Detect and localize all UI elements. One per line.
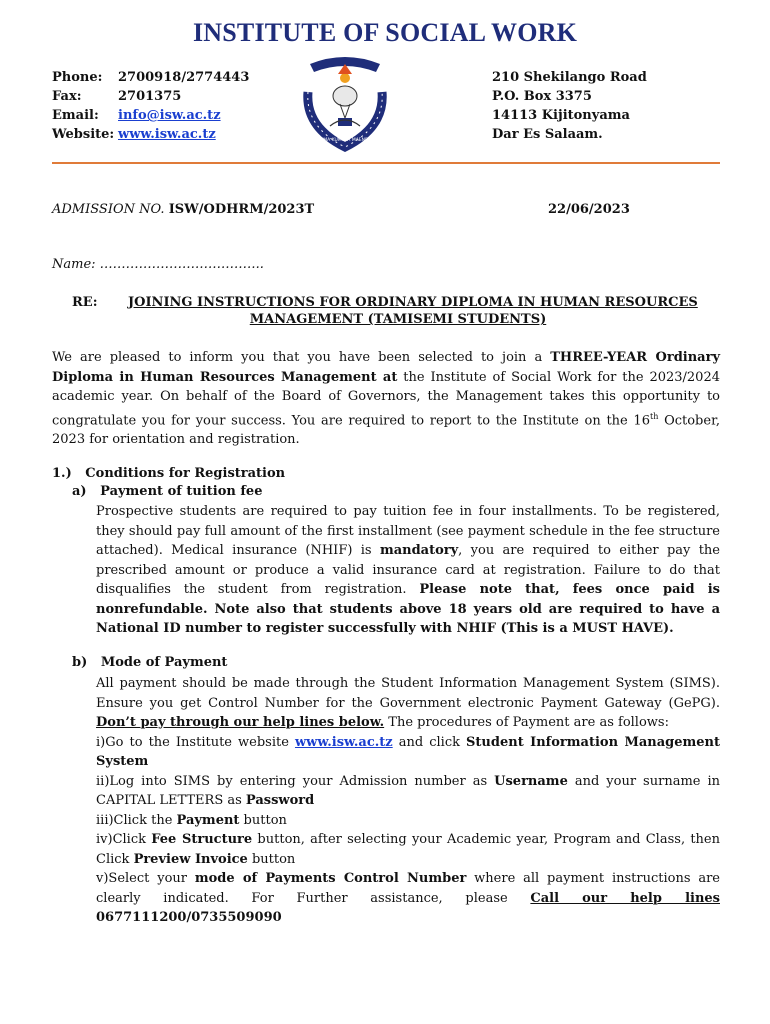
address-line: 210 Shekilango Road [492,70,647,85]
logo-motto: HUDUMA KUMUTA MAENDELEO [309,138,381,143]
step-text: v)Select your [96,871,195,886]
refund-note: Please note that, fees once paid is nonrefundable. Note also that students above 18 years old are required to have a National ID number to register successfully with NHIF (This is a MUST HAVE). [96,582,720,636]
step-text: iii)Click the [96,812,177,828]
step-text: iv)Click [96,832,152,847]
payment-instructions [96,674,720,928]
step-2 [96,772,720,811]
help-lines-text: Call our help lines [530,890,720,906]
subject-text-2: MANAGEMENT (TAMISEMI STUDENTS) [249,312,547,327]
tuition-text: , you are required to either pay the prescribed amount or produce a valid insurance card at registration. Failure to do that disqualifies the student from registration. [96,543,720,597]
step-bold: Password [245,793,315,808]
website-label: Website: [52,127,115,142]
payment-intro [96,674,720,733]
step-text: and your surname in CAPITAL LETTERS as [96,773,720,808]
fax-label: Fax: [52,89,82,104]
phone-value: 2700918/2774443 [118,70,250,85]
email-label: Email: [52,108,99,123]
mandatory-text: mandatory [379,543,459,558]
step-text: button [239,812,287,828]
phone-label: Phone: [52,70,103,85]
subsection-a-heading: a) Payment of tuition fee [72,484,263,499]
letter-date: 22/06/2023 [548,202,630,217]
payment-text: All payment should be made through the Student Information Management System (SIMS). Ensure you get Control Number for the Government electronic Payment Gateway (GePG). [96,676,720,711]
step-bold: Payment [176,812,240,828]
re-label: RE: [72,295,98,310]
tuition-paragraph [96,502,720,639]
institute-website-link[interactable]: www.isw.ac.tz [294,734,393,750]
intro-program: THREE-YEAR Ordinary Diploma in Human Resources Management at [52,350,720,385]
step-text: and click [392,734,467,750]
name-line: Name: ……………………………….. [52,257,264,272]
fax-value: 2701375 [118,89,182,104]
website-link[interactable]: www.isw.ac.tz [118,127,216,142]
admission-number [52,202,314,217]
contact-block [52,68,249,144]
address-line: 14113 Kijitonyama [492,108,630,123]
step-5 [96,869,720,928]
admission-label: ADMISSION NO. [52,202,165,217]
step-4 [96,830,720,869]
address-line: P.O. Box 3375 [492,89,592,104]
email-link[interactable]: info@isw.ac.tz [118,108,221,123]
help-line-numbers: 0677111200/0735509090 [96,910,282,925]
intro-text: We are pleased to inform you that you have been selected to join a [52,350,551,365]
step-bold: Student Information Management System [96,734,720,769]
step-text: ii)Log into SIMS by entering your Admission number as [96,773,495,789]
subject-line [52,294,720,328]
step-bold: mode of Payments Control Number [194,871,467,886]
step-3 [96,811,720,831]
section-heading: 1.) Conditions for Registration [52,466,286,481]
address-line: Dar Es Salaam. [492,127,603,142]
step-text: button, after selecting your Academic year, Program and Class, then Click [96,832,720,867]
intro-sup: th [649,411,659,421]
step-bold: Preview Invoice [133,851,248,867]
step-text: i)Go to the Institute website [96,734,295,750]
intro-paragraph [52,348,720,450]
address-block [492,68,647,144]
step-bold: Fee Structure [151,832,253,847]
institute-title: INSTITUTE OF SOCIAL WORK [192,18,578,47]
payment-text: The procedures of Payment are as follows: [384,715,669,730]
help-line-warning: Don’t pay through our help lines below. [96,715,385,730]
step-bold: Username [494,773,568,789]
tuition-text: Prospective students are required to pay tuition fee in four installments. To be registered, they should pay full amount of the first installment (see payment schedule in the fee structure attached). Medical insurance (NHIF) is [96,504,720,558]
intro-text: October, 2023 for orientation and registration. [52,412,720,448]
step-text: where all payment instructions are clearly indicated. For Further assistance, please [96,871,720,906]
header-divider [52,162,720,164]
step-text: button [247,851,296,867]
step-1 [96,733,720,772]
institute-logo [300,52,390,152]
admission-value: ISW/ODHRM/2023T [168,202,315,217]
subsection-b-heading: b) Mode of Payment [72,655,228,670]
subject-text-1: JOINING INSTRUCTIONS FOR ORDINARY DIPLOMA IN HUMAN RESOURCES [128,295,698,310]
intro-text: the Institute of Social Work for the 2023/2024 academic year. On behalf of the Board of Governors, the Management takes this opportunity to congratulate you for your success. You are required to report to the Institute on the 16 [52,369,720,428]
